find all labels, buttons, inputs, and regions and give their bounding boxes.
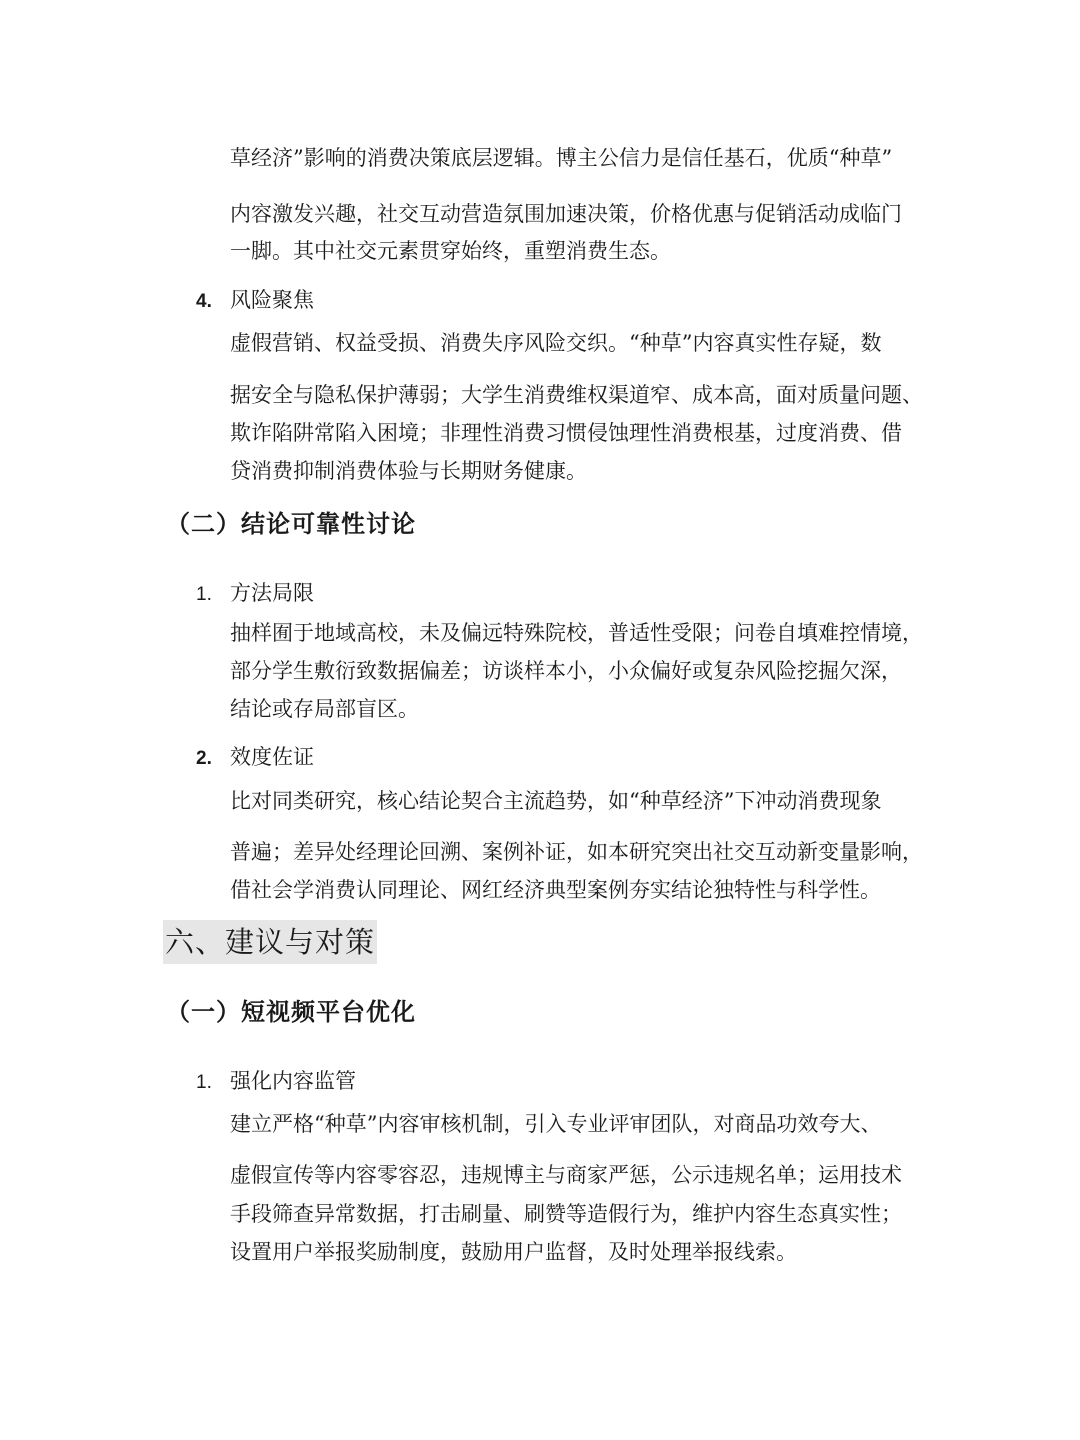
paragraph-line: 据安全与隐私保护薄弱；大学生消费维权渠道窄、成本高，面对质量问题、 [230,383,923,407]
paragraph-line: 普遍；差异处经理论回溯、案例补证，如本研究突出社交互动新变量影响， [230,840,923,864]
list-item-heading [196,285,314,317]
subsection-heading: （二）结论可靠性讨论 [166,509,416,538]
paragraph-line: 借社会学消费认同理论、网红经济典型案例夯实结论独特性与科学性。 [230,878,881,902]
paragraph-line: 设置用户举报奖励制度，鼓励用户监督，及时处理举报线索。 [230,1240,797,1264]
paragraph-line: 虚假营销、权益受损、消费失序风险交织。“种草”内容真实性存疑，数 [230,331,882,355]
paragraph-line: 一脚。其中社交元素贯穿始终，重塑消费生态。 [230,239,671,263]
list-number: 1. [196,1072,212,1093]
subsection-heading: （一）短视频平台优化 [166,997,416,1026]
paragraph-line: 草经济”影响的消费决策底层逻辑。博主公信力是信任基石，优质“种草” [230,146,893,170]
list-item-title: 方法局限 [230,581,314,605]
list-item-title: 效度佐证 [230,745,314,769]
list-number: 2. [196,748,212,769]
list-item-title: 风险聚焦 [230,288,314,312]
paragraph-line: 贷消费抑制消费体验与长期财务健康。 [230,459,587,483]
list-number: 4. [196,291,212,312]
paragraph-line: 手段筛查异常数据，打击刷量、刷赞等造假行为，维护内容生态真实性； [230,1202,902,1226]
list-number: 1. [196,584,212,605]
section-heading: 六、建议与对策 [163,920,377,964]
paragraph-line: 比对同类研究，核心结论契合主流趋势，如“种草经济”下冲动消费现象 [230,789,882,813]
paragraph-line: 部分学生敷衍致数据偏差；访谈样本小，小众偏好或复杂风险挖掘欠深， [230,659,902,683]
paragraph-line: 建立严格“种草”内容审核机制，引入专业评审团队，对商品功效夸大、 [230,1112,882,1136]
list-item-heading [196,742,314,774]
list-item-heading [196,578,314,610]
paragraph-line: 虚假宣传等内容零容忍，违规博主与商家严惩，公示违规名单；运用技术 [230,1163,902,1187]
paragraph-line: 欺诈陷阱常陷入困境；非理性消费习惯侵蚀理性消费根基，过度消费、借 [230,421,902,445]
paragraph-line: 抽样囿于地域高校，未及偏远特殊院校，普适性受限；问卷自填难控情境， [230,621,923,645]
list-item-heading [196,1066,356,1098]
paragraph-line: 结论或存局部盲区。 [230,697,419,721]
paragraph-line: 内容激发兴趣，社交互动营造氛围加速决策，价格优惠与促销活动成临门 [230,202,902,226]
list-item-title: 强化内容监管 [230,1069,356,1093]
